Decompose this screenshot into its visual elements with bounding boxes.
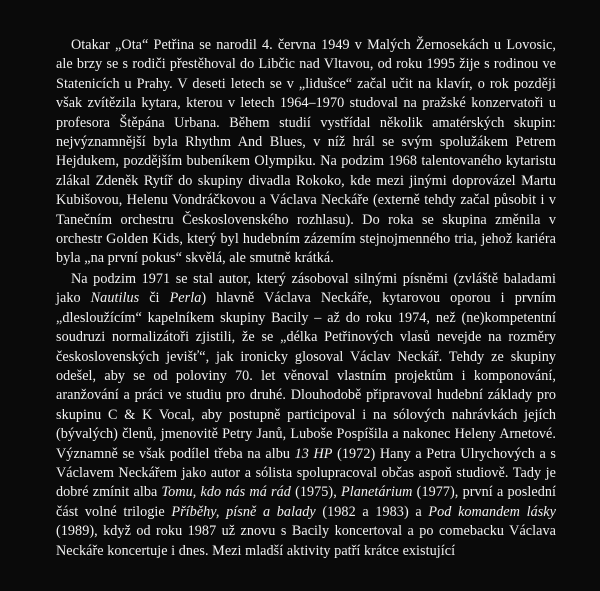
italic-title-text: Pod komandem lásky: [428, 503, 556, 520]
italic-title-text: Nautilus: [90, 290, 140, 307]
paragraph-text-segment: Otakar „Ota“ Petřina se narodil 4. června 1949 v Malých Žernosekách u Lovosic, ale brzy se s rodiči přestěhoval do Libčic nad Vltavou, od roku 1995 žije s rodinou ve Statenicích u Prahy. V deseti letech se v „lidušce“ začal učit na klavír, o rok později však zvítězila kytara, kterou v letech 1964–1970 studoval na pražské konzervatoři u profesora Štěpána Urbana. Během studií vystřídal několik amatérských skupin: nejvýznamnější byla Rhythm And Blues, v níž hrál se svým spolužákem Petrem Hejdukem, pozdějším bubeníkem Olympiku. Na podzim 1968 talentovaného kytaristu zlákal Zdeněk Rytíř do skupiny divadla Rokoko, kde mezi jinými doprovázel Martu Kubišovou, Helenu Vondráčkovou a Václava Neckáře (externě tehdy začal působit i v Tanečním orchestru Československého rozhlasu). Do roka se skupina změnila v orchestr Golden Kids, který byl hudebním zázemím stejnojmenného tria, jehož kariéra byla „na první pokus“ skvělá, ale smutně krátká.: [56, 37, 556, 267]
paragraph-text-segment: (1989), když od roku 1987 už znovu s Bacily koncertoval a po comebacku Václava Neckáře koncertuje i dnes. Mezi mladší aktivity patří krátce existující: [56, 523, 556, 559]
paragraph-text-segment: (1972) Hany a Petra Ulrychových a s Václavem Neckářem jako autor a sólista spolupracoval občas aspoň studiově. Tady je dobré zmínit alba: [56, 445, 556, 501]
paragraph-text-segment: Na podzim 1971 se stal autor, který zásoboval silnými písněmi (zvláště baladami jako: [56, 270, 556, 307]
paragraph-2: [56, 270, 556, 561]
biography-text: [56, 36, 556, 561]
paragraph-text-segment: či: [139, 290, 170, 307]
italic-title-text: 13 HP: [294, 445, 333, 462]
paragraph-text-segment: (1975),: [290, 484, 341, 501]
paragraph-text-segment: ) hlavně Václava Neckáře, kytarovou oporou i prvním „dlesloužícím“ kapelníkem skupiny Bacily – až do roku 1974, než (ne)kompetentní soudruzi normalizátoři zjistili, že se „délka Petřinových vlasů nevejde na rozměry československých jevišť“, jak ironicky glosoval Václav Neckář. Tehdy ze skupiny odešel, aby se od poloviny 70. let věnoval vlastním projektům i komponování, aranžování a práci ve studiu pro druhé. Dlouhodobě připravoval hudební základy pro skupinu C & K Vocal, aby postupně participoval i na sólových nahrávkách jejích (bývalých) členů, jmenovitě Petry Janů, Luboše Pospíšila a nakonec Heleny Arnetové. Významně se však podílel třeba na albu: [56, 290, 556, 462]
paragraph-1: [56, 36, 556, 269]
italic-title-text: Tomu, kdo nás má rád: [161, 484, 291, 501]
italic-title-text: Planetárium: [341, 484, 413, 501]
paragraph-text-segment: (1982 a 1983) a: [315, 503, 429, 520]
italic-title-text: Perla: [169, 290, 202, 307]
paragraph-text-segment: (1977), první a poslední část volné trilogie: [56, 484, 556, 520]
italic-title-text: Příběhy, písně a balady: [171, 503, 316, 520]
